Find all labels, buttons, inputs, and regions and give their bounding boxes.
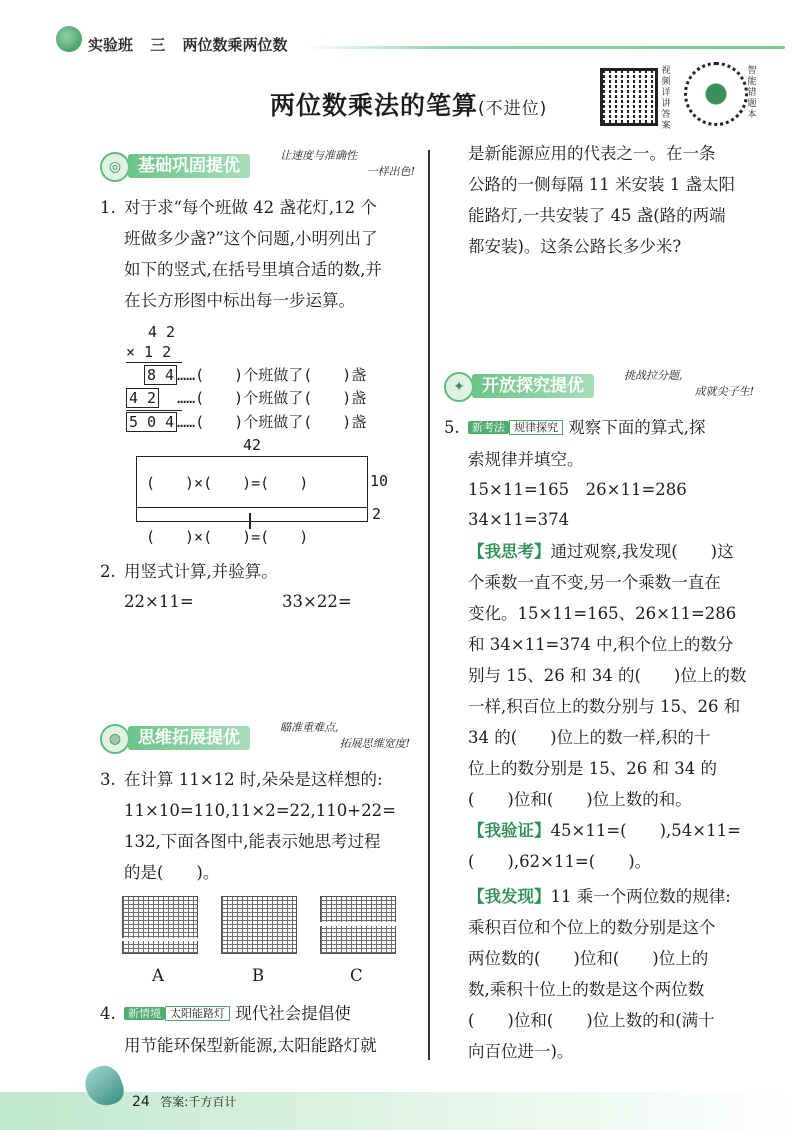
think-line: 和 34×11=374 中,积个位上的数分 bbox=[468, 635, 734, 654]
satellite-icon: ✦ bbox=[444, 372, 474, 402]
rect-right-label-2: 2 bbox=[372, 505, 382, 523]
vertical-calc bbox=[126, 322, 182, 363]
think-line[interactable]: 通过观察,我发现( )这 bbox=[550, 542, 734, 561]
q5-number: 5. bbox=[444, 418, 460, 437]
q4-cont-line: 能路灯,一共安装了 45 盏(路的两端 bbox=[468, 206, 726, 225]
q4-continued bbox=[468, 138, 768, 262]
title-sub: (不进位) bbox=[478, 99, 548, 119]
slogan-line: 瞄准重难点, bbox=[280, 721, 339, 734]
find-line: 数,乘积十位上的数是这个两位数 bbox=[468, 980, 705, 999]
header-unit: 实验班 bbox=[88, 36, 134, 54]
q3-line: 132,下面各图中,能表示她思考过程 bbox=[124, 832, 381, 851]
q4-number: 4. bbox=[100, 1004, 116, 1023]
find-label: 【我发现】 bbox=[468, 887, 551, 906]
page-number: 24 bbox=[132, 1094, 150, 1110]
q1-line: 对于求“每个班做 42 盏花灯,12 个 bbox=[124, 198, 377, 217]
header-topic: 两位数乘两位数 bbox=[182, 36, 288, 54]
option-a-split bbox=[122, 938, 198, 941]
footer-brand: 答案:千方百计 bbox=[160, 1095, 237, 1109]
rect-eq-1[interactable]: ( )×( )=( ) bbox=[146, 474, 309, 492]
q3-line: 在计算 11×12 时,朵朵是这样想的: bbox=[124, 770, 383, 789]
slogan-line: 挑战拉分题, bbox=[624, 369, 683, 382]
option-c-label: C bbox=[350, 966, 363, 985]
q2-expr-1: 22×11= bbox=[124, 592, 194, 611]
q4-text-start: 现代社会提倡使 bbox=[235, 1004, 351, 1023]
think-line[interactable]: ( )位和( )位上数的和。 bbox=[468, 790, 692, 809]
q5-line-1 bbox=[468, 412, 768, 443]
q2-expr-2: 33×22= bbox=[282, 592, 352, 611]
think-line[interactable]: 别与 15、26 和 34 的( )位上的数 bbox=[468, 666, 747, 685]
verify-line[interactable]: 45×11=( ),54×11= bbox=[550, 821, 741, 840]
q5-formula-2: 34×11=374 bbox=[468, 510, 570, 529]
fill-in-1[interactable]: ……( )个班做了( )盏 bbox=[177, 366, 367, 384]
slogan-line: 成就尖子生! bbox=[694, 385, 754, 398]
q2-text: 用竖式计算,并验算。 bbox=[124, 562, 278, 581]
q3-text bbox=[124, 764, 424, 888]
partial-product-1: 8 4 bbox=[144, 365, 177, 385]
section-expand-slogan bbox=[280, 720, 410, 752]
verify-line[interactable]: ( ),62×11=( )。 bbox=[468, 852, 652, 871]
find-line[interactable]: ( )位和( )位上数的和(满十 bbox=[468, 1011, 715, 1030]
q5-think bbox=[468, 536, 768, 1067]
section-explore-title: 开放探究提优 bbox=[472, 374, 594, 398]
qr-code-right[interactable] bbox=[684, 62, 748, 126]
qr-code-left[interactable] bbox=[600, 68, 658, 126]
slogan-line: 让速度与准确性 bbox=[280, 149, 357, 162]
footer-text bbox=[132, 1093, 236, 1110]
section-expand-title: 思维拓展提优 bbox=[128, 726, 250, 750]
option-b-figure[interactable] bbox=[221, 896, 297, 954]
find-line[interactable]: 两位数的( )位和( )位上的 bbox=[468, 949, 709, 968]
page-title bbox=[270, 86, 547, 122]
q1-line: 在长方形图中标出每一步运算。 bbox=[124, 291, 355, 310]
qr-left-caption: 视频详讲答案 bbox=[661, 66, 671, 131]
q1-line: 如下的竖式,在括号里填合适的数,并 bbox=[124, 260, 382, 279]
logo-leaf-icon bbox=[56, 26, 82, 52]
think-line: 一样,积百位上的数分别与 15、26 和 bbox=[468, 697, 741, 716]
option-c-split bbox=[320, 922, 396, 926]
tag-pattern: 规律探究 bbox=[509, 420, 563, 435]
running-header bbox=[88, 34, 300, 55]
calc-multiplier: × 1 2 bbox=[126, 343, 172, 361]
q4-cont-line: 是新能源应用的代表之一。在一条 bbox=[468, 144, 716, 163]
slogan-line: 拓展思维宽度! bbox=[339, 737, 410, 750]
q4-line-1 bbox=[124, 998, 424, 1029]
rect-eq-2[interactable]: ( )×( )=( ) bbox=[146, 528, 309, 546]
q4-cont-line: 公路的一侧每隔 11 米安装 1 盏太阳 bbox=[468, 175, 735, 194]
tag-new-method: 新考法 bbox=[468, 421, 509, 434]
think-line: 位上的数分别是 15、26 和 34 的 bbox=[468, 759, 717, 778]
q5-text-start: 观察下面的算式,探 bbox=[568, 418, 706, 437]
rect-top-label: 42 bbox=[243, 436, 262, 454]
rect-right-label-1: 10 bbox=[370, 472, 389, 490]
option-a-figure[interactable] bbox=[122, 896, 198, 954]
q3-line: 的是( )。 bbox=[124, 863, 220, 882]
section-basic-slogan bbox=[280, 148, 415, 180]
q3-number: 3. bbox=[100, 770, 116, 789]
find-line: 乘积百位和个位上的数分别是这个 bbox=[468, 918, 716, 937]
title-main: 两位数乘法的笔算 bbox=[270, 91, 479, 120]
find-line: 向百位进一)。 bbox=[468, 1042, 574, 1061]
partial-product-2: 4 2 bbox=[126, 388, 159, 408]
option-b-label: B bbox=[252, 966, 265, 985]
q4-line-2: 用节能环保型新能源,太阳能路灯就 bbox=[124, 1036, 377, 1055]
find-line: 11 乘一个两位数的规律: bbox=[550, 887, 731, 906]
section-explore-slogan bbox=[624, 368, 754, 400]
q5-formula-1: 15×11=165 26×11=286 bbox=[468, 480, 687, 499]
product: 5 0 4 bbox=[126, 412, 177, 432]
q1-text bbox=[124, 192, 424, 316]
header-rule bbox=[305, 46, 785, 49]
q1-number: 1. bbox=[100, 198, 116, 217]
think-line[interactable]: 34 的( )位上的数一样,积的十 bbox=[468, 728, 711, 747]
fill-in-2[interactable]: ……( )个班做了( )盏 bbox=[177, 389, 367, 407]
target-icon: ◎ bbox=[100, 152, 130, 182]
calc-multiplicand: 4 2 bbox=[148, 323, 176, 341]
q1-line: 班做多少盏?”这个问题,小明列出了 bbox=[124, 229, 378, 248]
q3-line: 11×10=110,11×2=22,110+22= bbox=[124, 801, 396, 820]
section-basic-title: 基础巩固提优 bbox=[128, 154, 250, 178]
q5-line-2: 索规律并填空。 bbox=[468, 450, 584, 469]
q5-tag bbox=[468, 419, 563, 436]
tag-new-context: 新情境 bbox=[124, 1007, 165, 1020]
think-label: 【我思考】 bbox=[468, 542, 551, 561]
q4-tag bbox=[124, 1005, 230, 1022]
rect-split-line bbox=[137, 507, 367, 508]
ufo-icon: ◍ bbox=[100, 724, 130, 754]
calc-rows bbox=[126, 364, 426, 434]
think-line: 个乘数一直不变,另一个乘数一直在 bbox=[468, 573, 721, 592]
q2-number: 2. bbox=[100, 562, 116, 581]
tag-solar-lamp: 太阳能路灯 bbox=[165, 1006, 230, 1021]
header-section: 三 bbox=[150, 36, 166, 54]
verify-label: 【我验证】 bbox=[468, 821, 551, 840]
option-a-label: A bbox=[152, 966, 164, 985]
column-divider bbox=[428, 150, 430, 1060]
think-line: 变化。15×11=165、26×11=286 bbox=[468, 604, 737, 623]
fill-in-3[interactable]: ……( )个班做了( )盏 bbox=[177, 413, 367, 431]
slogan-line: 一样出色! bbox=[366, 165, 415, 178]
qr-right-caption: 智能错题本 bbox=[747, 66, 757, 120]
q4-cont-line: 都安装)。这条公路长多少米? bbox=[468, 237, 682, 256]
